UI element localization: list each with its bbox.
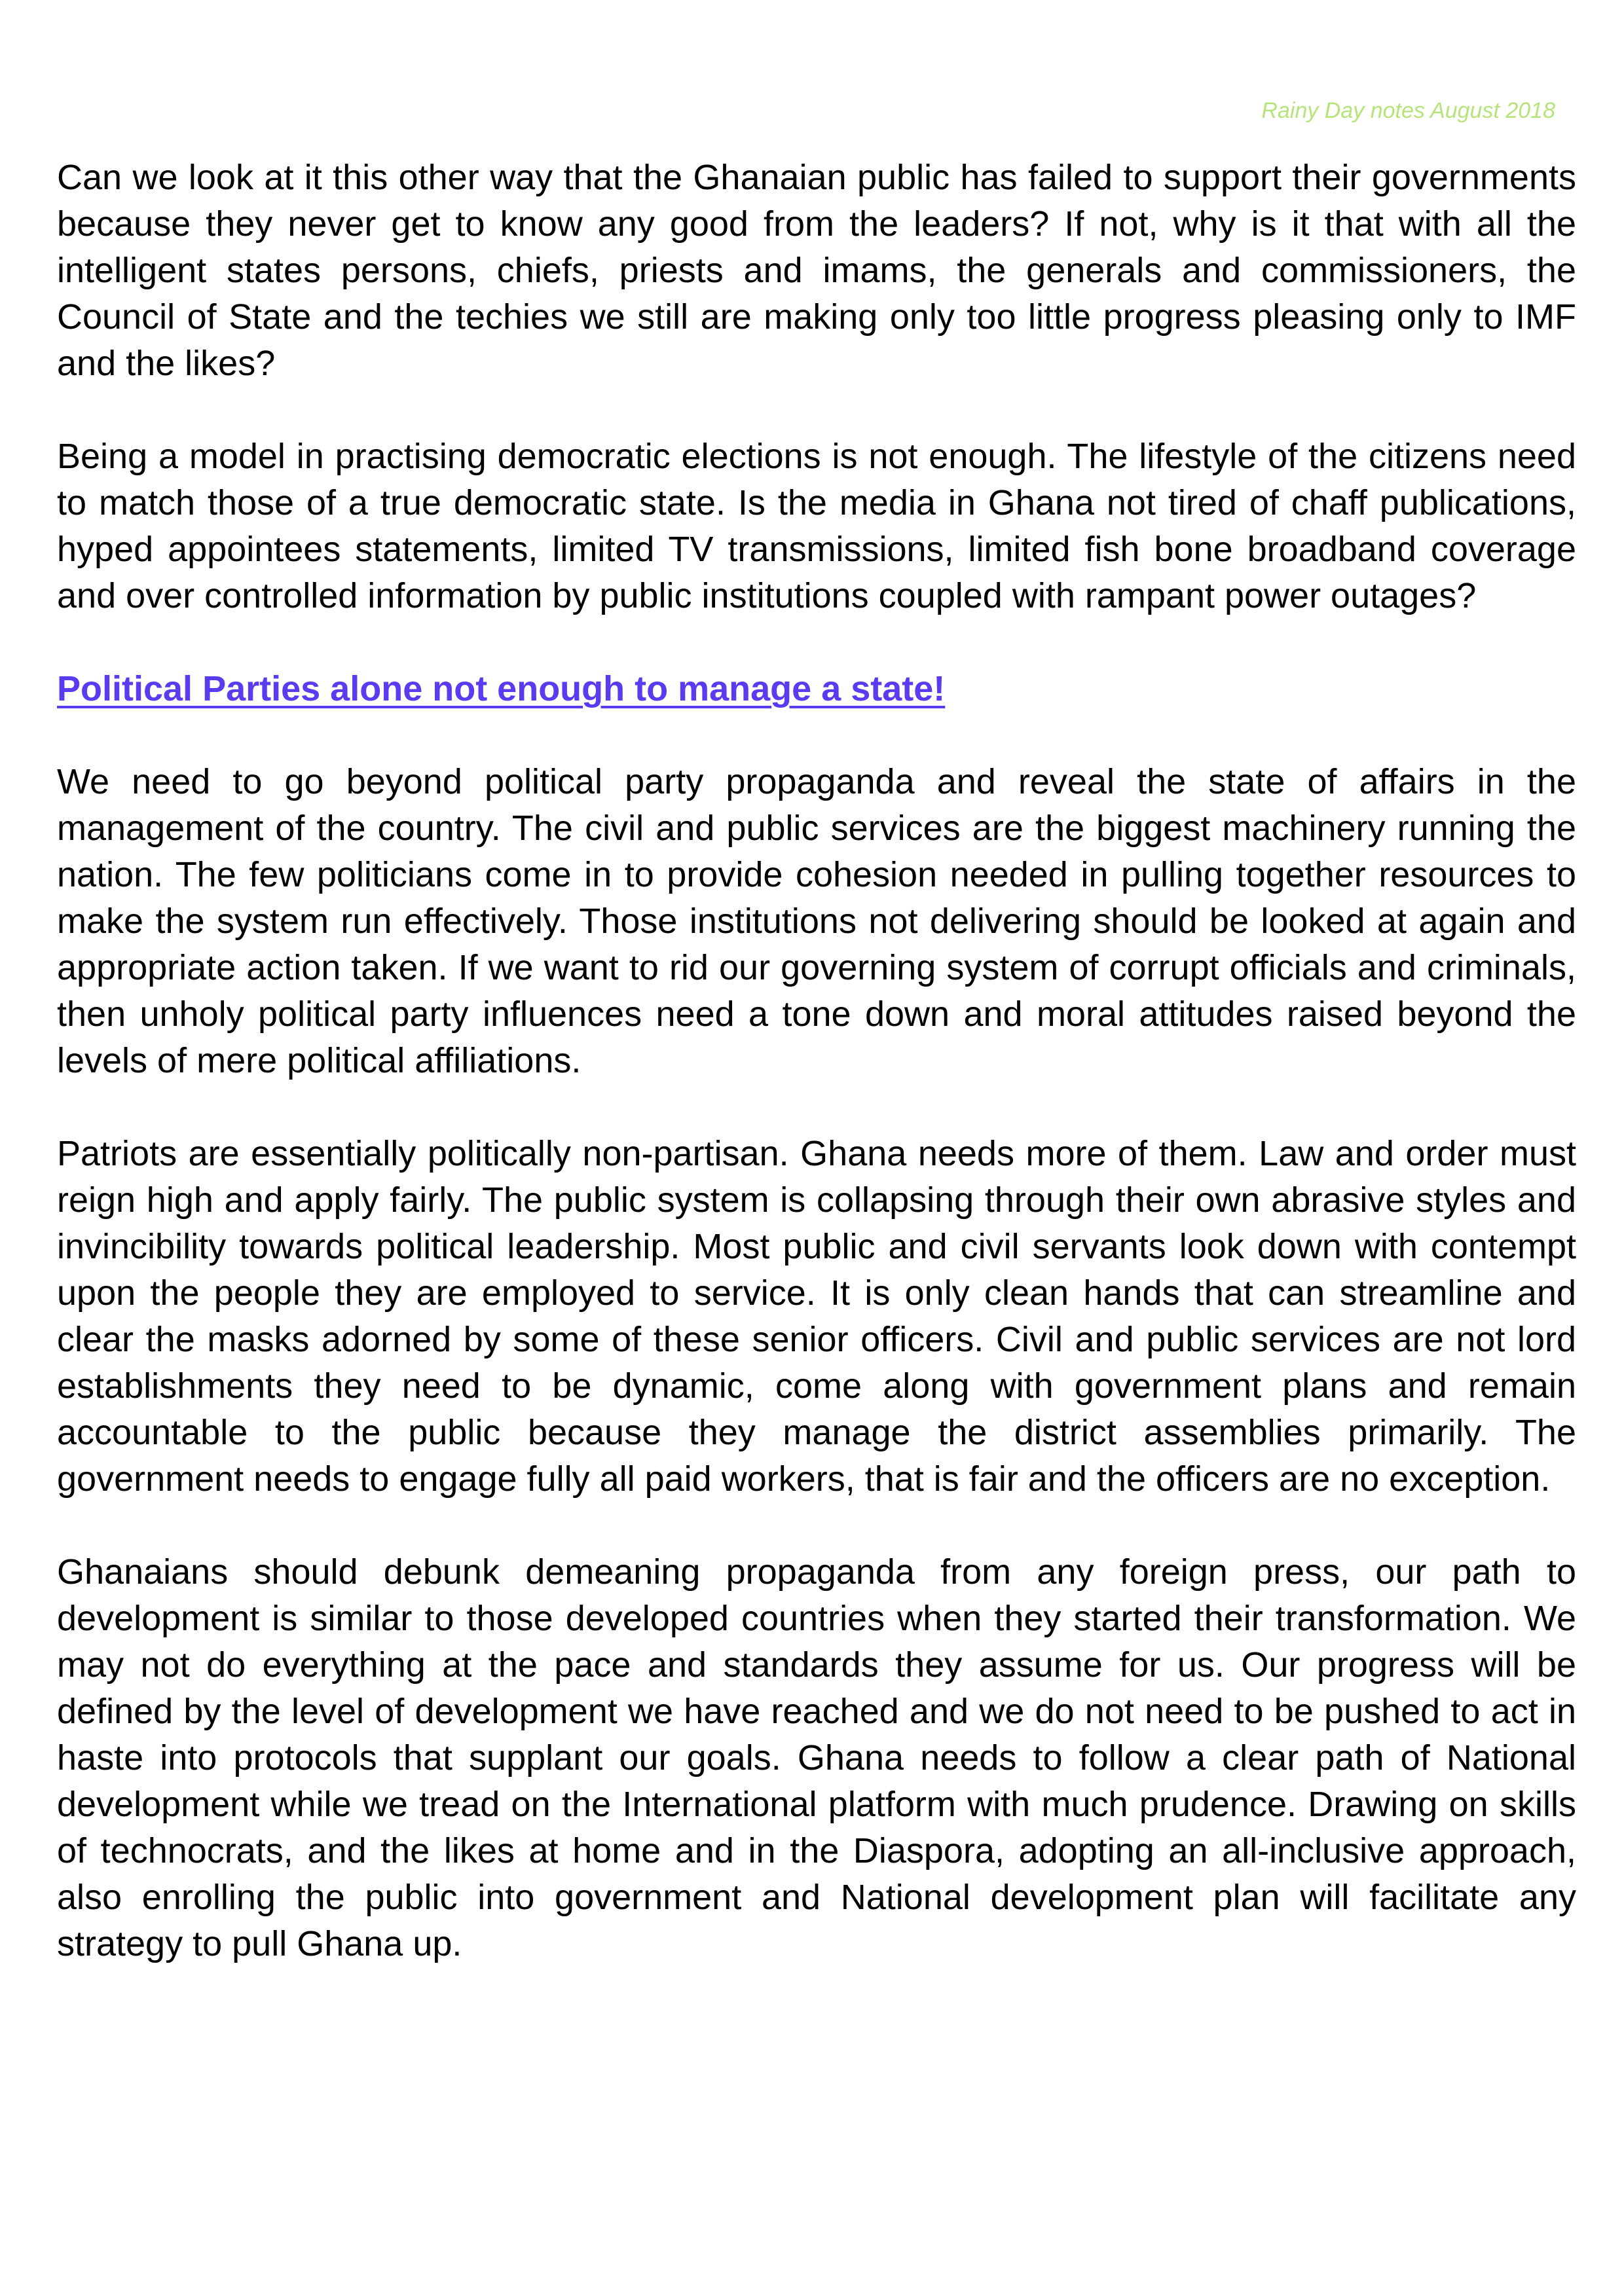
document-body	[57, 155, 1576, 2014]
paragraph-4: Patriots are essentially politically non-partisan. Ghana needs more of them. Law and order must reign high and apply fairly. The public system is collapsing through their own abrasive styles and invincibility towards political leadership. Most public and civil servants look down with contempt upon the people they are employed to service. It is only clean hands that can streamline and clear the masks adorned by some of these senior officers. Civil and public services are not lord establishments they need to be dynamic, come along with government plans and remain accountable to the public because they manage the district assemblies primarily. The government needs to engage fully all paid workers, that is fair and the officers are no exception.	[57, 1134, 1576, 1499]
paragraph-5: Ghanaians should debunk demeaning propaganda from any foreign press, our path to development is similar to those developed countries when they started their transformation. We may not do everything at the pace and standards they assume for us. Our progress will be defined by the level of development we have reached and we do not need to be pushed to act in haste into protocols that supplant our goals. Ghana needs to follow a clear path of National development while we tread on the International platform with much prudence. Drawing on skills of technocrats, and the likes at home and in the Diaspora, adopting an all-inclusive approach, also enrolling the public into government and National development plan will facilitate any strategy to pull Ghana up.	[57, 1552, 1576, 1963]
paragraph-2: Being a model in practising democratic elections is not enough. The lifestyle of the citizens need to match those of a true democratic state. Is the media in Ghana not tired of chaff publications, hyped appointees statements, limited TV transmissions, limited fish bone broadband coverage and over controlled information by public institutions coupled with rampant power outages?	[57, 437, 1576, 615]
header-note: Rainy Day notes August 2018	[1261, 98, 1555, 123]
paragraph-1: Can we look at it this other way that the Ghanaian public has failed to support their governments because they never get to know any good from the leaders? If not, why is it that with all the intelligent states persons, chiefs, priests and imams, the generals and commissioners, the Council of State and the techies we still are making only too little progress pleasing only to IMF and the likes?	[57, 158, 1576, 383]
paragraph-3: We need to go beyond political party propaganda and reveal the state of affairs in the management of the country. The civil and public services are the biggest machinery running the nation. The few politicians come in to provide cohesion needed in pulling together resources to make the system run effectively. Those institutions not delivering should be looked at again and appropriate action taken. If we want to rid our governing system of corrupt officials and criminals, then unholy political party influences need a tone down and moral attitudes raised beyond the levels of mere political affiliations.	[57, 762, 1576, 1080]
section-heading: Political Parties alone not enough to manage a state!	[57, 669, 946, 708]
